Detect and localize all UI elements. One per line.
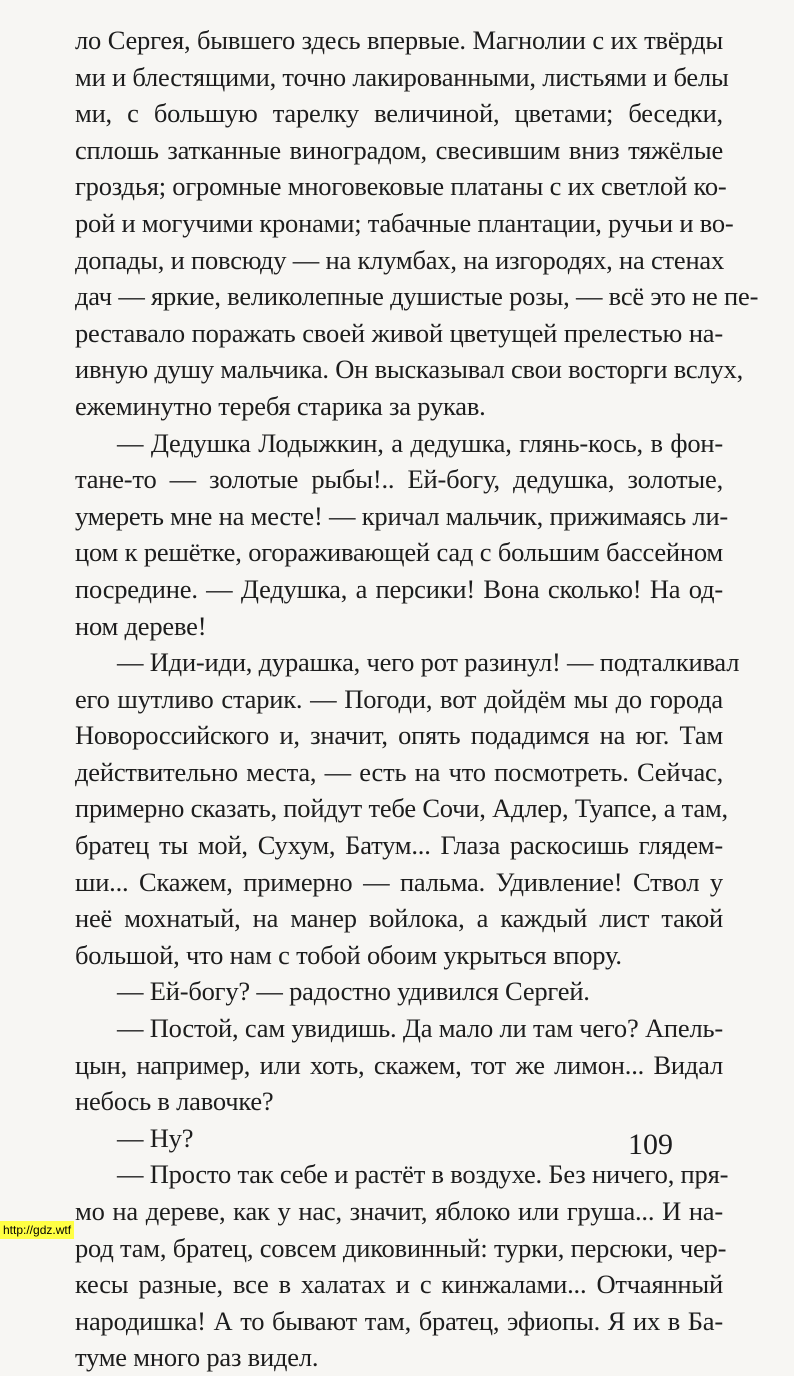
text-line: дач — яркие, великолепные душистые розы, — всё это не пе-: [75, 281, 759, 312]
watermark-link[interactable]: http://gdz.wtf: [0, 1221, 74, 1239]
text-line: — Ей-богу? — радостно удивился Сергей.: [117, 976, 590, 1007]
text-line: большой, что нам с тобой обоим укрыться впору.: [75, 939, 622, 970]
text-line: народишка! А то бывают там, братец, эфиопы. Я их в Ба-: [75, 1305, 723, 1336]
book-page-text: [75, 22, 759, 1376]
text-line: ми и блестящими, точно лакированными, листьями и белы: [75, 61, 729, 92]
text-line: цом к решётке, огораживающей сад с большим бассейном: [75, 537, 723, 568]
text-line: небось в лавочке?: [75, 1086, 274, 1117]
text-line: — Иди-иди, дурашка, чего рот разинул! — подталкивал: [117, 647, 740, 678]
text-line: кесы разные, все в халатах и с кинжалами... Отчаянный: [75, 1269, 723, 1300]
text-line: ми, с большую тарелку величиной, цветами; беседки,: [75, 98, 723, 129]
text-line: ежеминутно теребя старика за рукав.: [75, 390, 486, 421]
text-line: его шутливо старик. — Погоди, вот дойдём мы до города: [75, 683, 723, 714]
text-line: Новороссийского и, значит, опять подадимся на юг. Там: [75, 720, 723, 751]
text-line: умереть мне на месте! — кричал мальчик, прижимаясь ли-: [75, 500, 729, 531]
text-line: — Просто так себе и растёт в воздухе. Без ничего, пря-: [117, 1159, 729, 1190]
text-line: — Ну?: [117, 1122, 194, 1153]
text-line: рой и могучими кронами; табачные плантации, ручьи и во-: [75, 207, 734, 238]
text-line: мо на дереве, как у нас, значит, яблоко или груша... И на-: [75, 1196, 723, 1226]
text-line: цын, например, или хоть, скажем, тот же лимон... Видал: [75, 1049, 723, 1080]
text-line: — Дедушка Лодыжкин, а дедушка, глянь-кось, в фон-: [117, 427, 723, 458]
page-number: 109: [628, 1128, 673, 1161]
text-line: посредине. — Дедушка, а персики! Вона сколько! На од-: [75, 573, 723, 604]
text-line: примерно сказать, пойдут тебе Сочи, Адлер, Туапсе, а там,: [75, 793, 728, 824]
text-line: реставало поражать своей живой цветущей прелестью на-: [75, 317, 723, 348]
text-line: ивную душу мальчика. Он высказывал свои восторги вслух,: [75, 354, 743, 385]
text-line: допады, и повсюду — на клумбах, на изгородях, на стенах: [75, 244, 725, 275]
text-line: ном дереве!: [75, 610, 207, 641]
text-line: гроздья; огромные многовековые платаны с их светлой ко-: [75, 171, 727, 202]
text-line: род там, братец, совсем диковинный: турки, персюки, чер-: [75, 1232, 727, 1263]
text-line: тане-то — золотые рыбы!.. Ей-богу, дедушка, золотые,: [75, 464, 723, 495]
text-line: неё мохнатый, на манер войлока, а каждый лист такой: [75, 903, 723, 934]
text-line: — Постой, сам увидишь. Да мало ли там чего? Апель-: [117, 1013, 723, 1044]
text-line: туме много раз видел.: [75, 1342, 319, 1373]
text-line: ши... Скажем, примерно — пальма. Удивление! Ствол у: [75, 866, 723, 897]
text-line: братец ты мой, Сухум, Батум... Глаза раскосишь глядем-: [75, 830, 723, 861]
text-line: сплошь затканные виноградом, свесившим вниз тяжёлые: [75, 134, 723, 165]
text-line: действительно места, — есть на что посмотреть. Сейчас,: [75, 756, 723, 787]
text-line: ло Сергея, бывшего здесь впервые. Магнолии с их твёрды: [75, 25, 723, 55]
